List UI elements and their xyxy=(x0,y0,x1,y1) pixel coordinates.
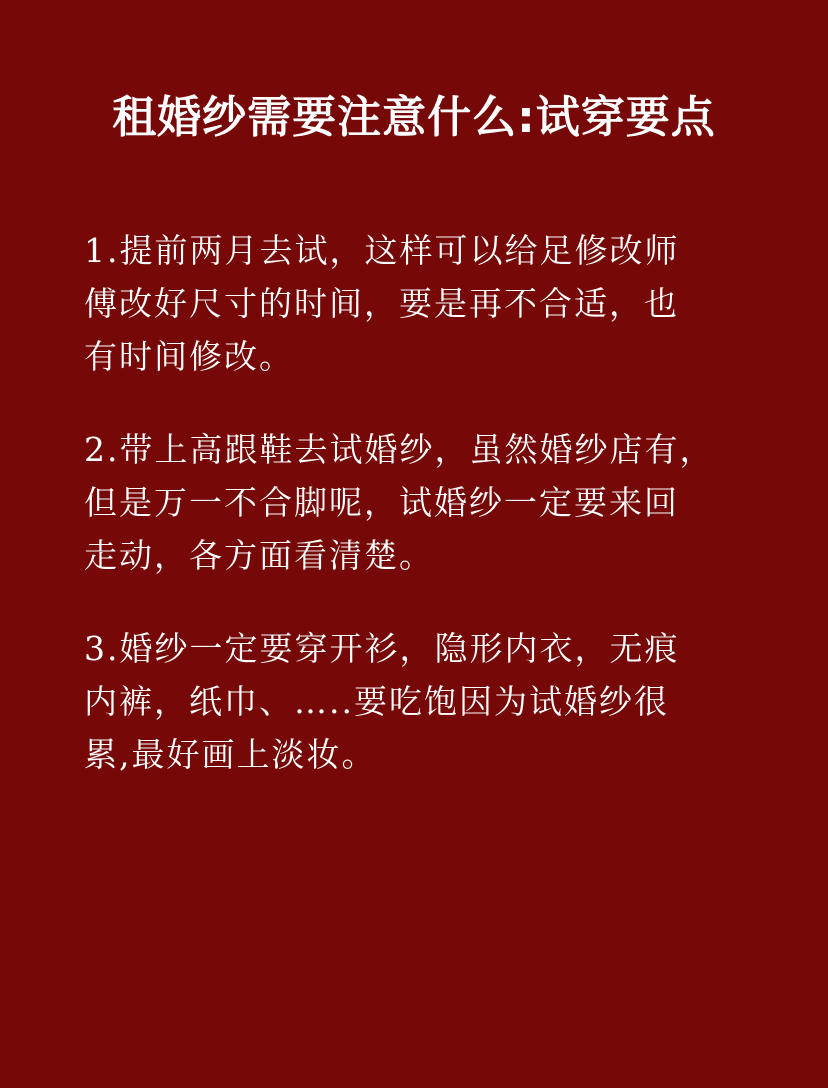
tip-line: 傅改好尺寸的时间，要是再不合适，也 xyxy=(84,284,679,323)
tip-line: 1.提前两月去试，这样可以给足修改师 xyxy=(84,231,680,270)
tip-item-2 xyxy=(84,423,754,582)
tip-item-1 xyxy=(84,224,754,383)
tip-item-3 xyxy=(84,622,754,781)
tip-line: 3.婚纱一定要穿开衫，隐形内衣，无痕 xyxy=(84,629,680,668)
tip-line: 累,最好画上淡妆。 xyxy=(84,735,377,774)
tip-line: 2.带上高跟鞋去试婚纱，虽然婚纱店有， xyxy=(84,430,715,469)
page-title: 租婚纱需要注意什么:试穿要点 xyxy=(112,92,716,143)
tip-line: 走动，各方面看清楚。 xyxy=(84,536,434,575)
tips-list xyxy=(84,224,754,821)
tip-line: 内裤，纸巾、…..要吃饱因为试婚纱很 xyxy=(84,682,669,721)
tip-line: 有时间修改。 xyxy=(84,337,294,376)
tip-line: 但是万一不合脚呢，试婚纱一定要来回 xyxy=(84,483,679,522)
